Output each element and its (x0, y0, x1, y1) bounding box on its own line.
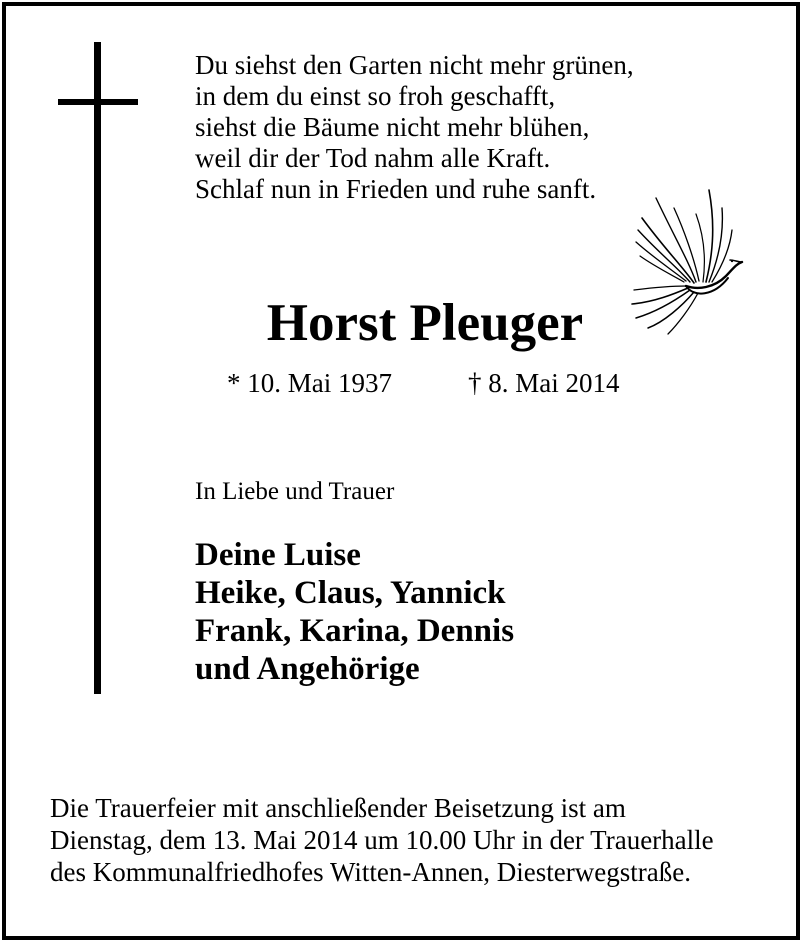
poem-line: siehst die Bäume nicht mehr blühen, (195, 112, 590, 142)
mourner-line: Heike, Claus, Yannick (195, 575, 506, 611)
mourning-intro: In Liebe und Trauer (195, 478, 395, 505)
funeral-notice (50, 792, 714, 888)
mourner-line: und Angehörige (195, 651, 420, 687)
cross-vertical-bar (94, 42, 101, 694)
poem (195, 50, 634, 205)
poem-line: in dem du einst so froh geschafft, (195, 81, 556, 111)
cross-horizontal-bar (58, 99, 138, 105)
mourner-line: Deine Luise (195, 537, 361, 573)
poem-line: Schlaf nun in Frieden und ruhe sanft. (195, 174, 597, 204)
mourner-line: Frank, Karina, Dennis (195, 613, 515, 649)
funeral-notice-line: des Kommunalfriedhofes Witten-Annen, Diesterwegstraße. (50, 857, 691, 887)
poem-line: Du siehst den Garten nicht mehr grünen, (195, 50, 634, 80)
funeral-notice-line: Die Trauerfeier mit anschließender Beisetzung ist am (50, 793, 626, 823)
poem-line: weil dir der Tod nahm alle Kraft. (195, 143, 551, 173)
birth-date: * 10. Mai 1937 (227, 368, 392, 398)
mourners-list (195, 536, 514, 688)
death-date: † 8. Mai 2014 (468, 368, 620, 398)
deceased-name: Horst Pleuger (266, 294, 584, 352)
funeral-notice-line: Dienstag, dem 13. Mai 2014 um 10.00 Uhr in der Trauerhalle (50, 825, 714, 855)
